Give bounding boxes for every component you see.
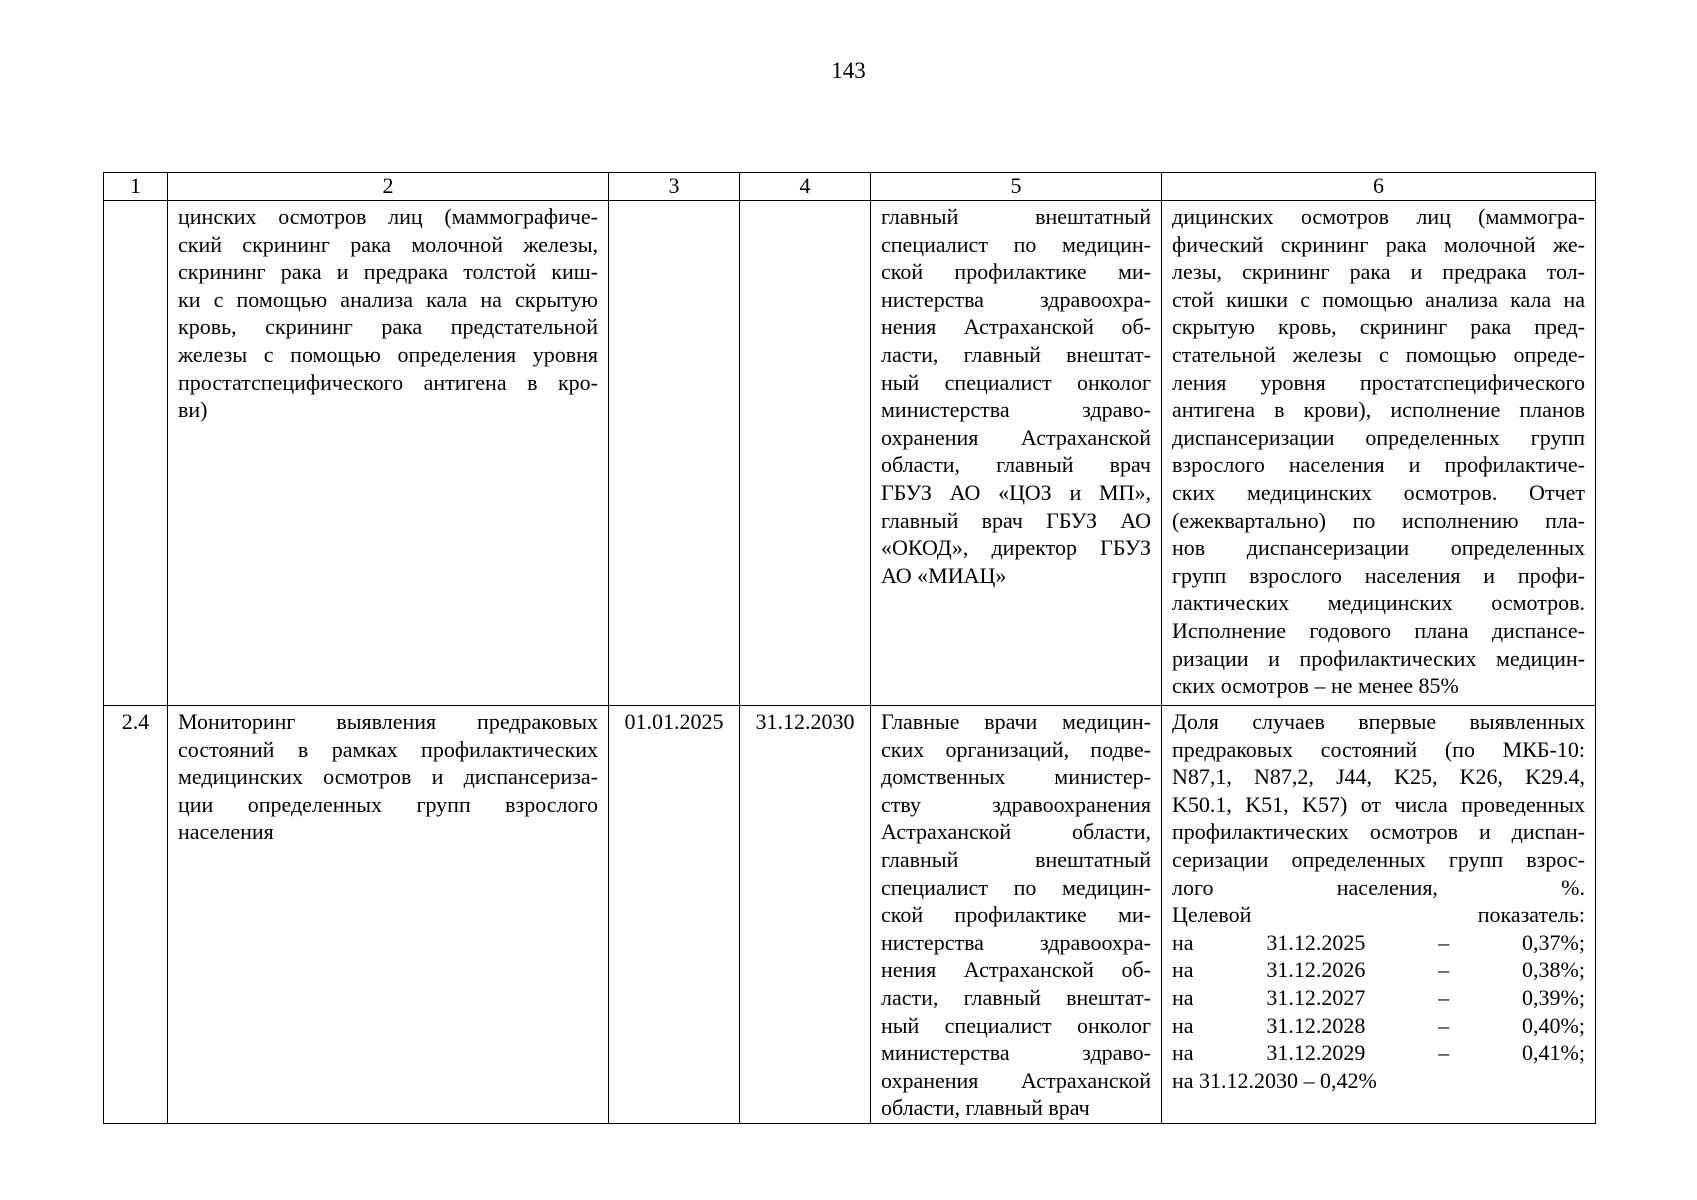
text-line: K50.1, K51, K57) от числа проведенных	[1172, 791, 1585, 817]
table-row-continued	[104, 201, 1596, 706]
text-line: ских медицинских осмотров. Отчет	[1172, 479, 1585, 505]
responsible-cell	[871, 706, 1162, 1124]
text-line: Астраханской области,	[881, 819, 1151, 845]
text-line: N87,1, N87,2, J44, K25, K26, K29.4,	[1172, 764, 1585, 790]
text-line: специалист по медицин-	[881, 874, 1151, 900]
text-line: охранения Астраханской	[881, 424, 1151, 450]
text-line: нистерства здравоохра-	[881, 929, 1151, 955]
text-line: ласти, главный внештат-	[881, 984, 1151, 1010]
column-header: 4	[740, 173, 871, 201]
text-line: диспансеризации определенных групп	[1172, 424, 1585, 450]
text-line: простатспецифического антигена в кро-	[178, 369, 598, 395]
text-line: ский скрининг рака молочной железы,	[178, 231, 598, 257]
text-line: Главные врачи медицин-	[881, 709, 1151, 734]
text-line: кровь, скрининг рака предстательной	[178, 314, 598, 340]
text-line: на 31.12.2030 – 0,42%	[1172, 1067, 1377, 1093]
text-line: цинских осмотров лиц (маммографиче-	[178, 204, 598, 229]
text-line: ции определенных групп взрослого	[178, 791, 598, 817]
result-indicator-cell	[1162, 201, 1596, 706]
text-line: Целевой показатель:	[1172, 902, 1585, 928]
text-line: антигена в крови), исполнение планов	[1172, 397, 1585, 423]
text-line: специалист по медицин-	[881, 231, 1151, 257]
text-line: серизации определенных групп взрос-	[1172, 846, 1585, 872]
text-line: нов диспансеризации определенных	[1172, 535, 1585, 561]
text-line: нения Астраханской об-	[881, 957, 1151, 983]
text-line: ласти, главный внештат-	[881, 341, 1151, 367]
text-line: профилактических осмотров и диспан-	[1172, 819, 1585, 845]
text-line: на 31.12.2028 – 0,40%;	[1172, 1012, 1585, 1038]
text-line: на 31.12.2027 – 0,39%;	[1172, 984, 1585, 1010]
text-line: взрослого населения и профилактиче-	[1172, 452, 1585, 478]
text-line: главный внештатный	[881, 204, 1151, 229]
column-header: 2	[168, 173, 609, 201]
plan-table	[103, 172, 1596, 1124]
text-line: нистерства здравоохра-	[881, 286, 1151, 312]
text-line: ви)	[178, 397, 208, 423]
column-number-row	[104, 173, 1596, 201]
end-date-cell	[740, 201, 871, 706]
column-header: 6	[1162, 173, 1596, 201]
text-line: населения	[178, 819, 274, 845]
page-number: 143	[831, 58, 866, 83]
text-line: ный специалист онколог	[881, 1012, 1151, 1038]
end-date-cell: 31.12.2030	[740, 706, 871, 1124]
text-line: ный специалист онколог	[881, 369, 1151, 395]
responsible-cell	[871, 201, 1162, 706]
text-line: на 31.12.2029 – 0,41%;	[1172, 1040, 1585, 1066]
start-date-cell	[609, 201, 740, 706]
text-line: ской профилактике ми-	[881, 259, 1151, 285]
text-line: «ОКОД», директор ГБУЗ	[881, 535, 1151, 561]
text-line: ки с помощью анализа кала на скрытую	[178, 286, 598, 312]
text-line: ских осмотров – не менее 85%	[1172, 673, 1459, 699]
event-description-cell	[168, 201, 609, 706]
text-line: области, главный врач	[881, 1095, 1090, 1121]
text-line: лого населения, %.	[1172, 874, 1585, 900]
text-line: предраковых состояний (по МКБ-10:	[1172, 736, 1585, 762]
text-line: состояний в рамках профилактических	[178, 736, 598, 762]
text-line: Мониторинг выявления предраковых	[178, 709, 598, 734]
text-line: ских организаций, подве-	[881, 736, 1151, 762]
text-line: министерства здраво-	[881, 397, 1151, 423]
result-indicator-cell	[1162, 706, 1596, 1124]
start-date-cell: 01.01.2025	[609, 706, 740, 1124]
text-line: министерства здраво-	[881, 1040, 1151, 1066]
text-line: ризации и профилактических медицин-	[1172, 645, 1585, 671]
text-line: ления уровня простатспецифического	[1172, 369, 1585, 395]
column-header: 3	[609, 173, 740, 201]
text-line: охранения Астраханской	[881, 1067, 1151, 1093]
text-line: главный внештатный	[881, 846, 1151, 872]
text-line: АО «МИАЦ»	[881, 562, 1007, 588]
text-line: нения Астраханской об-	[881, 314, 1151, 340]
text-line: дицинских осмотров лиц (маммогра-	[1172, 204, 1585, 229]
text-line: Исполнение годового плана диспансе-	[1172, 617, 1585, 643]
text-line: на 31.12.2026 – 0,38%;	[1172, 957, 1585, 983]
text-line: области, главный врач	[881, 452, 1151, 478]
text-line: Доля случаев впервые выявленных	[1172, 709, 1585, 734]
text-line: стательной железы с помощью опреде-	[1172, 341, 1585, 367]
text-line: групп взрослого населения и профи-	[1172, 562, 1585, 588]
row-number-cell	[104, 201, 168, 706]
row-number-cell: 2.4	[104, 706, 168, 1124]
text-line: ской профилактике ми-	[881, 902, 1151, 928]
text-line: лактических медицинских осмотров.	[1172, 590, 1585, 616]
table-row-2-4	[104, 706, 1596, 1124]
text-line: ГБУЗ АО «ЦОЗ и МП»,	[881, 479, 1151, 505]
text-line: скрининг рака и предрака толстой киш-	[178, 259, 598, 285]
text-line: ству здравоохранения	[881, 791, 1151, 817]
text-line: стой кишки с помощью анализа кала на	[1172, 286, 1585, 312]
event-description-cell	[168, 706, 609, 1124]
text-line: лезы, скрининг рака и предрака тол-	[1172, 259, 1585, 285]
text-line: фический скрининг рака молочной же-	[1172, 231, 1585, 257]
text-line: на 31.12.2025 – 0,37%;	[1172, 929, 1585, 955]
text-line: домственных министер-	[881, 764, 1151, 790]
text-line: главный врач ГБУЗ АО	[881, 507, 1151, 533]
text-line: медицинских осмотров и диспансериза-	[178, 764, 598, 790]
column-header: 1	[104, 173, 168, 201]
column-header: 5	[871, 173, 1162, 201]
text-line: (ежеквартально) по исполнению пла-	[1172, 507, 1585, 533]
text-line: железы с помощью определения уровня	[178, 341, 598, 367]
text-line: скрытую кровь, скрининг рака пред-	[1172, 314, 1585, 340]
